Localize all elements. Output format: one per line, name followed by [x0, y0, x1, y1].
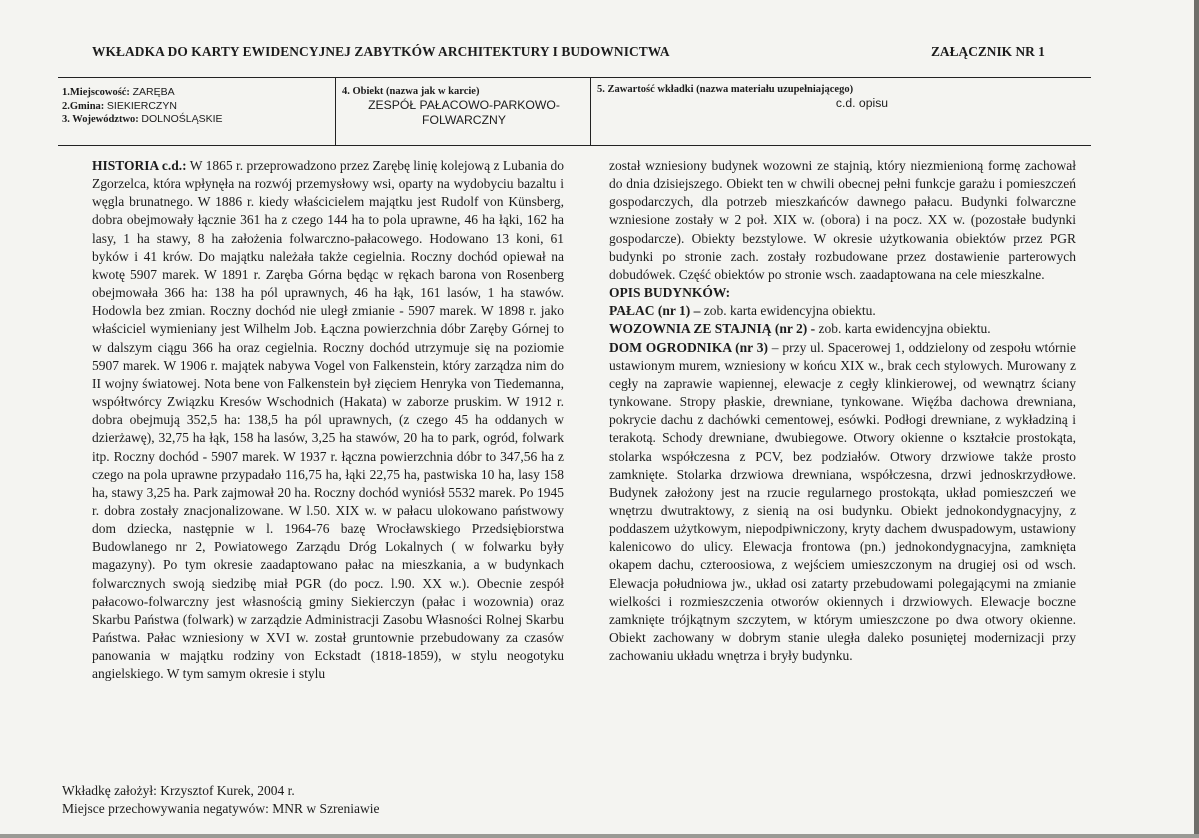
- gardener-house-entry: [609, 339, 1076, 666]
- voivodeship-label: 3. Województwo:: [62, 114, 139, 125]
- header-divider-2: [590, 78, 591, 145]
- history-continuation: został wzniesiony budynek wozowni ze stajnią, który niezmienioną formę zachował do dnia dzisiejszego. Obiekt ten w chwili obecnej pełni funkcje garażu i pomieszczeń gospodarczych, dla potrzeb mieszkańców dawnego pałacu. Budynki folwarczne wzniesione zostały w 2 poł. XIX w. (obora) i na pocz. XX w. (pozostałe budynki gospodarcze). Obiekty bezstylowe. W okresie użytkowania obiektów przez PGR budynki po stronie zach. zostały rozbudowane przez dostawienie parterowych dobudówek. Część obiektów po stronie wsch. zaadaptowana na cele mieszkalne.: [609, 158, 1076, 282]
- locality-label: 1.Miejscowość:: [62, 87, 130, 98]
- object-label: 4. Obiekt (nazwa jak w karcie): [342, 86, 480, 97]
- voivodeship-row: [62, 113, 332, 127]
- palace-entry: [609, 302, 1076, 320]
- contents-label: 5. Zawartość wkładki (nazwa materiału uzupełniającego): [597, 84, 854, 95]
- commune-label: 2.Gmina:: [62, 100, 105, 112]
- object-box: [342, 86, 586, 128]
- object-value-line1: ZESPÓŁ PAŁACOWO-PARKOWO-: [368, 98, 560, 112]
- gardener-house-label: DOM OGRODNIKA (nr 3): [609, 339, 768, 355]
- storage-line: Miejsce przechowywania negatywów: MNR w Szreniawie: [62, 801, 380, 816]
- buildings-heading: OPIS BUDYNKÓW:: [609, 285, 731, 301]
- palace-text: zob. karta ewidencyjna obiektu.: [700, 303, 876, 319]
- header-rule-bottom: [58, 145, 1091, 146]
- commune-value: SIEKIERCZYN: [106, 99, 177, 112]
- voivodeship-value: DOLNOŚLĄSKIE: [141, 113, 223, 125]
- location-box: [62, 86, 332, 127]
- contents-box: [597, 84, 1087, 111]
- scan-edge-bottom: [0, 834, 1199, 838]
- header-rule-top: [58, 77, 1091, 78]
- coach-house-label: WOZOWNIA ZE STAJNIĄ (nr 2) -: [609, 321, 816, 337]
- header-divider-1: [335, 78, 336, 145]
- palace-label: PAŁAC (nr 1) –: [609, 303, 701, 319]
- scan-edge-right: [1194, 0, 1199, 838]
- commune-row: [62, 100, 332, 114]
- object-value-line2: FOLWARCZNY: [422, 113, 506, 127]
- footer: [62, 782, 380, 818]
- history-heading: HISTORIA c.d.:: [92, 158, 187, 173]
- right-column: [609, 157, 1076, 665]
- gardener-house-text: – przy ul. Spacerowej 1, oddzielony od zespołu wtórnie ustawionym murem, wzniesiony w końcu XIX w., brak cech stylowych. Murowany z cegły na zaprawie wapiennej, elewacje z cegły klinkierowej, od wewnątrz ściany tynkowane. Stropy płaskie, drewniane, tynkowane. Więźba dachowa drewniana, pokrycie dachu z dachówki cementowej, esówki. Podłogi drewniane, z wykładziną i terakotą. Schody drewniane, dwubiegowe. Otwory okienne o kształcie prostokąta, stolarka współczesna z PCV, bez podziałów. Otwory drzwiowe także prosto zamknięte. Stolarka drzwiowa drewniana, współczesna, drzwi jednoskrzydłowe. Budynek założony jest na rzucie regularnego prostokąta, układ pomieszczeń we wnętrzu dwutraktowy, z sienią na osi budynku. Obiekt jednokondygnacyjny, z poddaszem użytkowym, niepodpiwniczony, kryty dachem dwuspadowym, ustawiony kalenicowo do ulicy. Elewacja frontowa (pn.) jednokondygnacyjna, zamknięta okapem dachu, czteroosiowa, z wejściem umieszczonym na drugiej osi od wsch. Elewacja południowa jw., układ osi zatarty przebudowami polegającymi na zmianie wielkości i rozmieszczenia otworów okiennych i drzwiowych. Elewacje boczne zamknięte trójkątnym szczytem, w którym umieszczone po dwa otwory okienne. Obiekt zachowany w dobrym stanie uległa daleko posuniętej modernizacji przy zachowaniu układu wnętrza i bryły budynku.: [609, 339, 1077, 664]
- history-paragraph: [92, 157, 564, 684]
- coach-house-entry: [609, 320, 1076, 338]
- author-line: Wkładkę założył: Krzysztof Kurek, 2004 r.: [62, 783, 295, 798]
- locality-row: [62, 86, 332, 100]
- locality-value: ZARĘBA: [132, 86, 175, 98]
- document-title: WKŁADKA DO KARTY EWIDENCYJNEJ ZABYTKÓW ARCHITEKTURY I BUDOWNICTWA: [92, 44, 670, 59]
- annex-label: ZAŁĄCZNIK NR 1: [931, 44, 1045, 59]
- coach-house-text: zob. karta ewidencyjna obiektu.: [815, 321, 991, 337]
- left-column: [92, 157, 564, 684]
- history-text: W 1865 r. przeprowadzono przez Zarębę linię kolejową z Lubania do Zgorzelca, która wpłynęła na rozwój przemysłowy wsi, oparty na wydobyciu bazaltu i węgla brunatnego. W 1886 r. kiedy właścicielem majątku jest Rudolf von Künsberg, dobra obejmowały łącznie 361 ha z czego 144 ha to pola uprawne, 46 ha łąki, 162 ha lasy, 1 ha stawy, 8 ha założenia folwarczno-pałacowego. Hodowano 13 koni, 61 byków i 41 krów. Do majątku należała także cegielnia. Roczny dochód opiewał na kwotę 5907 marek. W 1891 r. Zaręba Górna będąc w rękach barona von Rosenberg obejmowała 366 ha: 138 ha pól uprawnych, 46 ha łąk, 161 lasów, 1 ha stawów. Hodowla bez zmian. Roczny dochód nie uległ zmianie - 5907 marek. W 1898 r. jako właściciel wymieniany jest Wilhelm Job. Łączna powierzchnia dóbr Zaręby Górnej to w dalszym ciągu 366 ha oraz cegielnia. Roczny dochód utrzymuje się na poziomie 5907 marek. W 1906 r. majątek nabywa Vogel von Falkenstein, który zarządza nim do II wojny światowej. Nota bene von Falkenstein był zięciem Henryka von Tiedemanna, współtwórcy Związku Kresów Wschodnich (Hakata) w zaborze pruskim. W 1912 r. dobra obejmują 352,5 ha: 138,5 ha pól uprawnych, (z czego 45 ha oddanych w dzierżawę), 32,75 ha łąk, 158 ha lasów, 3,25 ha stawów, 20 ha to park, ogród, folwark itp. Roczny dochód - 5907 marek. W 1937 r. łączna powierzchnia dóbr to 347,56 ha z czego na pola uprawne przypadało 116,75 ha, łąki 22,75 ha, pastwiska 10 ha, lasy 158 ha, stawy 3,25 ha. Park zajmował 20 ha. Roczny dochód wyniósł 5532 marek. Po 1945 r. dobra zostały znacjonalizowane. W l.50. XIX w. w pałacu ulokowano państwowy dom dziecka, następnie w l. 1964-76 bazę Wrocławskiego Przedsiębiorstwa Budowlanego nr 2, Powiatowego Zarządu Dróg Lokalnych ( w folwarku były magazyny). Po tym okresie zaadaptowano pałac na mieszkania, a w budynkach folwarcznych swoją siedzibę miał PGR (do pocz. l.90. XX w.). Obecnie zespół pałacowo-folwarczny jest własnością gminy Siekierczyn (pałac i wozownia) oraz Skarbu Państwa (folwark) w zarządzie Administracji Zasobu Własności Rolnej Skarbu Państwa. Pałac wzniesiony w XVI w. został gruntownie przebudowany za czasów panowania w majątku rodziny von Eckstadt (1818-1859), w stylu neogotyku angielskiego. W tym samym okresie i stylu: [92, 158, 565, 682]
- contents-value: c.d. opisu: [835, 96, 889, 110]
